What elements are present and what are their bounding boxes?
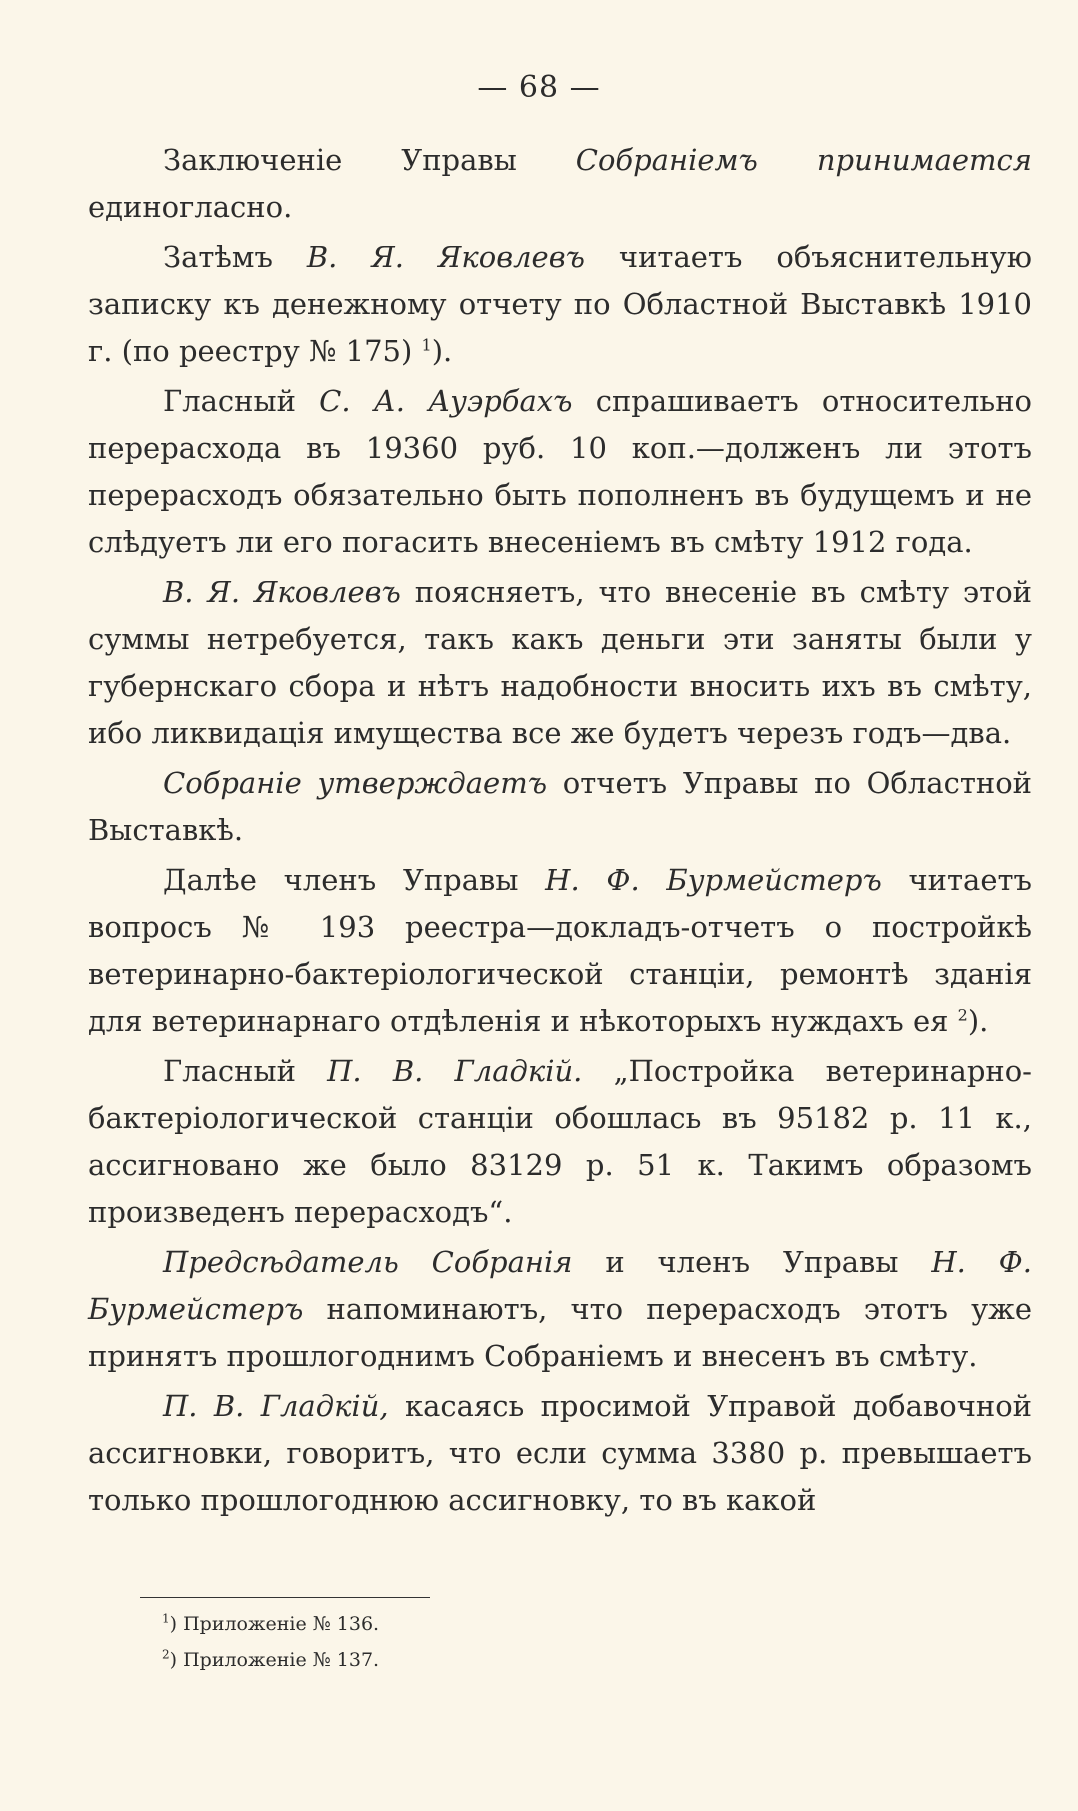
footnote-divider <box>140 1597 430 1598</box>
body-text <box>88 137 1032 1524</box>
paragraph-6: Далѣе членъ Управы Н. Ф. Бурмейстеръ читаетъ вопросъ № 193 реестра—докладъ-отчетъ о постройкѣ ветеринарно-бактеріологической станціи, ремонтѣ зданія для ветеринарнаго отдѣленія и нѣкоторыхъ нуждахъ ея $^2$). <box>88 863 1032 1038</box>
paragraph-2: Затѣмъ В. Я. Яковлевъ читаетъ объяснительную записку къ денежному отчету по Областной Выставкѣ 1910 г. (по реестру № 175) $^1$). <box>88 240 1032 368</box>
footnote-2: $^2$) Приложеніе № 137. <box>162 1647 380 1671</box>
page-number: — 68 — <box>477 70 601 105</box>
paragraph-5: Собраніе утверждаетъ отчетъ Управы по Областной Выставкѣ. <box>88 766 1032 847</box>
paragraph-3: Гласный С. А. Ауэрбахъ спрашиваетъ относительно перерасхода въ 19360 руб. 10 коп.—долженъ ли этотъ перерасходъ обязательно быть пополненъ въ будущемъ и не слѣдуетъ ли его погасить внесеніемъ въ смѣту 1912 года. <box>88 384 1032 559</box>
paragraph-8: Предсѣдатель Собранія и членъ Управы Н. Ф. Бурмейстеръ напоминаютъ, что перерасходъ этотъ уже принятъ прошлогоднимъ Собраніемъ и внесенъ въ смѣту. <box>88 1245 1032 1373</box>
footnotes <box>162 1606 862 1678</box>
paragraph-4: В. Я. Яковлевъ поясняетъ, что внесеніе въ смѣту этой суммы нетребуется, такъ какъ деньги эти заняты были у губернскаго сбора и нѣтъ надобности вносить ихъ въ смѣту, ибо ликвидація имущества все же будетъ черезъ годъ—два. <box>88 575 1032 750</box>
footnote-mark: 2 <box>162 1647 170 1662</box>
paragraph-1: Заключеніе Управы Собраніемъ принимается единогласно. <box>88 143 1032 224</box>
footnote-ref-1: 1 <box>421 335 432 355</box>
paragraph-7: Гласный П. В. Гладкій. „Постройка ветеринарно-бактеріологической станціи обошлась въ 95182 р. 11 к., ассигновано же было 83129 р. 51 к. Такимъ образомъ произведенъ перерасходъ“. <box>88 1054 1032 1229</box>
footnote-1: $^1$) Приложеніе № 136. <box>162 1611 380 1635</box>
footnote-ref-2: 2 <box>957 1005 968 1025</box>
paragraph-9: П. В. Гладкій, касаясь просимой Управой добавочной ассигновки, говоритъ, что если сумма 3380 р. превышаетъ только прошлогоднюю ассигновку, то въ какой <box>88 1389 1032 1517</box>
footnote-mark: 1 <box>162 1611 170 1626</box>
